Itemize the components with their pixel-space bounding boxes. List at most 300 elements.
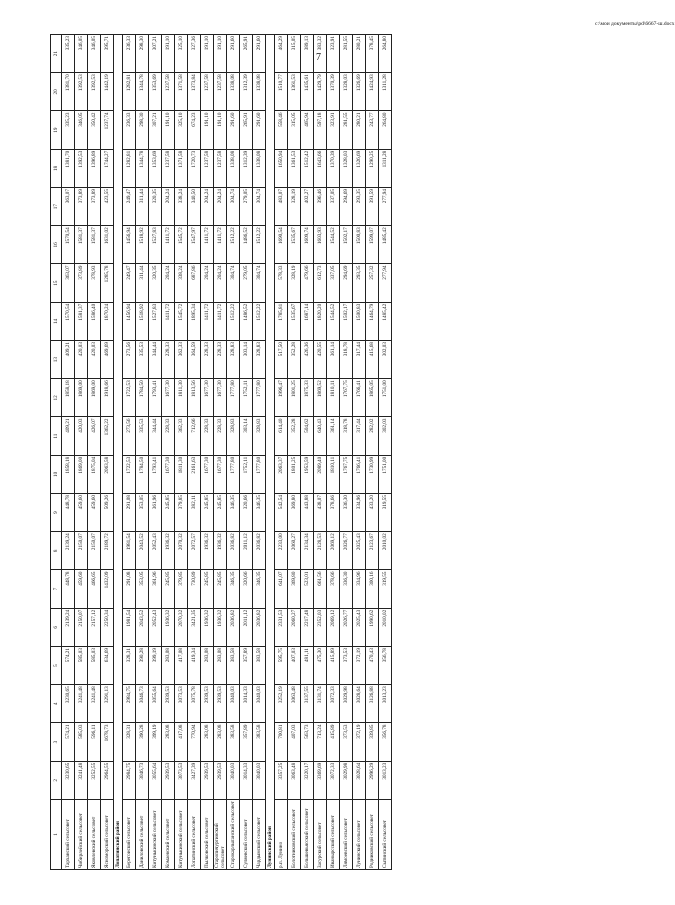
value-cell: 558,46 [275,111,288,149]
value-cell: 1599,07 [366,226,379,264]
value-cell: 1570,54 [62,302,75,340]
value-cell: 356,78 [379,647,392,685]
value-cell: 317,44 [353,417,366,455]
value-cell: 264,80 [379,111,392,149]
value-cell: 346,05 [75,35,88,73]
header-cell: 10 [51,455,62,493]
value-cell: 2939,53 [214,761,227,799]
value-cell: 191,10 [201,35,214,73]
value-cell: 1858,18 [62,379,75,417]
value-cell: 378,93 [88,264,101,302]
value-cell: 3075,78 [188,685,201,723]
value-cell: 1411,72 [214,226,227,264]
value-cell: 2123,67 [366,532,379,570]
value-cell: 2011,12 [240,608,253,646]
value-cell: 2060,27 [288,532,301,570]
value-cell: 1502,17 [340,226,353,264]
value-cell: 574,21 [62,723,75,761]
value-cell: 3252,19 [275,685,288,723]
value-cell: 307,21 [149,111,162,149]
value-cell: 1677,30 [214,455,227,493]
value-cell: 1678,73 [101,723,114,761]
value-cell: 378,66 [327,570,340,608]
header-cell: 6 [51,608,62,646]
value-cell: 334,96 [353,570,366,608]
table-row [353,35,366,870]
value-cell: 300,16 [366,570,379,608]
value-cell: 372,19 [353,723,366,761]
value-cell: 1813,56 [188,379,201,417]
value-cell: 245,85 [201,494,214,532]
value-cell: 481,11 [301,647,314,685]
value-cell: 423,55 [101,188,114,226]
value-cell: 2996,29 [366,761,379,799]
value-cell: 2010,02 [379,532,392,570]
value-cell: 1237,58 [214,149,227,187]
value-cell: 1875,33 [301,379,314,417]
value-cell: 1690,54 [275,226,288,264]
value-cell: 1677,30 [201,379,214,417]
value-cell: 1371,58 [175,149,188,187]
value-cell: 585,03 [75,647,88,685]
value-cell: 320,66 [240,494,253,532]
value-cell: 1767,75 [340,379,353,417]
value-cell: 2052,43 [149,608,162,646]
header-cell: 21 [51,35,62,73]
value-cell: 1326,69 [353,73,366,111]
value-cell: 1312,39 [240,149,253,187]
value-cell: 1687,14 [301,302,314,340]
value-cell: 1744,27 [101,149,114,187]
value-cell: 597,18 [314,111,327,149]
value-cell: 1677,30 [162,379,175,417]
value-cell: 328,19 [288,264,301,302]
value-cell: 2161,63 [188,455,201,493]
value-cell: 280,21 [353,35,366,73]
rotated-page-area [50,21,675,870]
value-cell: 293,35 [353,188,366,226]
value-cell: 291,60 [253,35,266,73]
value-cell: 3013,23 [379,685,392,723]
table-row [275,35,288,870]
settlement-name: Иванырсский сельсовет [327,800,340,870]
table-row [379,35,392,870]
value-cell: 337,05 [327,264,340,302]
table-row [149,35,162,870]
value-cell: 337,05 [327,188,340,226]
value-cell: 1752,11 [240,455,253,493]
header-cell: 2 [51,761,62,799]
value-cell: 298,30 [136,35,149,73]
value-cell: 479,66 [301,264,314,302]
value-cell: 614,40 [275,417,288,455]
value-cell: 1502,17 [340,302,353,340]
value-cell: 298,30 [136,111,149,149]
value-cell: 1442,19 [101,73,114,111]
value-cell: 1936,32 [162,532,175,570]
header-cell: 4 [51,685,62,723]
value-cell: 1381,70 [62,149,75,187]
value-cell: 204,24 [214,264,227,302]
value-cell: 3040,03 [227,685,240,723]
value-cell: 243,77 [366,111,379,149]
value-cell: 1603,93 [314,226,327,264]
value-cell: 1456,94 [123,302,136,340]
value-cell: 325,10 [175,35,188,73]
value-cell: 1936,32 [201,532,214,570]
value-cell: 2060,27 [288,608,301,646]
value-cell: 1326,69 [353,149,366,187]
value-cell: 1777,80 [227,455,240,493]
value-cell: 373,89 [75,264,88,302]
value-cell: 361,96 [149,494,162,532]
value-cell: 466,65 [88,570,101,608]
value-cell: 228,33 [214,417,227,455]
value-cell: 2150,07 [75,532,88,570]
table-row [201,35,214,870]
value-cell: 1338,08 [227,149,240,187]
value-cell: 204,24 [162,264,175,302]
value-cell: 361,14 [327,341,340,379]
value-cell: 1311,28 [379,149,392,187]
value-cell: 1801,25 [288,455,301,493]
value-cell: 470,43 [366,647,379,685]
value-cell: 320,35 [149,264,162,302]
value-cell: 2070,32 [175,532,188,570]
value-cell: 293,35 [353,264,366,302]
value-cell: 634,69 [101,647,114,685]
settlement-name: Большевьясский сельсовет [301,800,314,870]
value-cell: 319,55 [379,494,392,532]
value-cell: 1456,94 [123,226,136,264]
value-cell: 236,33 [123,111,136,149]
value-cell: 1865,05 [366,379,379,417]
value-cell: 1793,41 [149,455,162,493]
value-cell: 595,75 [275,647,288,685]
value-cell: 302,03 [379,341,392,379]
value-cell: 273,56 [123,417,136,455]
value-cell: 1411,72 [214,302,227,340]
value-cell: 328,31 [123,647,136,685]
value-cell: 2233,00 [275,532,288,570]
table-row [188,35,201,870]
value-cell: 3040,03 [253,761,266,799]
value-cell: 1581,37 [88,226,101,264]
value-cell: 426,36 [301,341,314,379]
settlement-name: Чибирлейский сельсовет [75,800,88,870]
value-cell: 311,44 [136,188,149,226]
value-cell: 1362,22 [101,417,114,455]
table-row [301,35,314,870]
value-cell: 1631,02 [101,226,114,264]
value-cell: 1237,58 [201,149,214,187]
value-cell: 228,33 [201,341,214,379]
section-title: Лопатинский район [114,35,123,870]
value-cell: 346,05 [88,35,101,73]
value-cell: 3040,03 [227,761,240,799]
value-cell: 291,60 [227,111,240,149]
value-cell: 1338,08 [253,149,266,187]
value-cell: 1643,66 [314,149,327,187]
value-cell: 362,33 [175,417,188,455]
value-cell: 327,36 [188,35,201,73]
value-cell: 3063,48 [288,761,301,799]
settlement-name: Лунинский сельсовет [353,800,366,870]
value-cell: 1677,30 [201,455,214,493]
value-cell: 2036,82 [253,608,266,646]
value-cell: 281,55 [340,111,353,149]
value-cell: 1312,39 [240,73,253,111]
value-cell: 373,53 [340,723,353,761]
value-cell: 363,07 [62,188,75,226]
value-cell: 281,55 [340,35,353,73]
value-cell: 3220,17 [301,761,314,799]
value-cell: 1766,41 [353,379,366,417]
value-cell: 3055,64 [149,761,162,799]
value-cell: 409,21 [62,417,75,455]
section-title: Лунинский район [266,35,275,870]
value-cell: 1870,24 [101,302,114,340]
value-cell: 191,10 [214,35,227,73]
value-cell: 323,91 [327,35,340,73]
table-row [288,35,301,870]
value-cell: 318,78 [340,417,353,455]
value-cell: 390,28 [136,647,149,685]
settlement-name: Комаевский сельсовет [162,800,175,870]
value-cell: 2070,32 [175,608,188,646]
value-cell: 409,21 [62,341,75,379]
value-cell: 1767,75 [340,455,353,493]
value-cell: 2010,02 [379,608,392,646]
value-cell: 640,43 [314,417,327,455]
value-cell: 419,34 [188,647,201,685]
value-cell: 3230,65 [62,761,75,799]
value-cell: 325,10 [175,111,188,149]
value-cell: 1424,93 [366,73,379,111]
value-cell: 1895,34 [188,302,201,340]
value-cell: 641,07 [275,570,288,608]
value-cell: 2939,53 [201,761,214,799]
value-cell: 369,80 [288,494,301,532]
header-cell: 8 [51,532,62,570]
section-row [266,35,275,870]
value-cell: 2043,52 [136,608,149,646]
value-cell: 1535,67 [288,226,301,264]
header-cell: 17 [51,188,62,226]
value-cell: 2939,53 [201,685,214,723]
value-cell: 382,11 [188,494,201,532]
value-cell: 191,10 [162,111,175,149]
value-cell: 459,60 [75,570,88,608]
value-cell: 399,19 [149,647,162,685]
value-cell: 469,69 [101,341,114,379]
value-cell: 363,07 [62,264,75,302]
value-cell: 3073,53 [175,685,188,723]
value-cell: 346,35 [227,570,240,608]
value-cell: 245,85 [201,570,214,608]
value-cell: 1581,37 [75,226,88,264]
value-cell: 361,96 [149,570,162,608]
value-cell: 335,23 [62,35,75,73]
header-cell: 13 [51,341,62,379]
settlement-name: Яковлевский сельсовет [88,800,101,870]
value-cell: 1411,72 [162,226,175,264]
value-cell: 1353,69 [149,73,162,111]
value-cell: 328,83 [227,341,240,379]
value-cell: 323,91 [327,111,340,149]
value-cell: 279,05 [240,264,253,302]
value-cell: 1953,59 [301,455,314,493]
value-cell: 1486,52 [240,302,253,340]
value-cell: 315,05 [288,111,301,149]
value-cell: 1392,53 [75,73,88,111]
value-cell: 346,35 [253,570,266,608]
value-cell: 264,80 [379,35,392,73]
value-cell: 228,33 [201,417,214,455]
settlement-name: Сытинский сельсовет [379,800,392,870]
value-cell: 1237,58 [214,73,227,111]
value-cell: 2984,75 [123,761,136,799]
value-cell: 3369,69 [314,761,327,799]
value-cell: 361,14 [327,417,340,455]
value-cell: 1990,62 [366,608,379,646]
value-cell: 2217,48 [301,608,314,646]
header-cell: 14 [51,302,62,340]
header-cell: 16 [51,226,62,264]
value-cell: 407,03 [288,723,301,761]
value-cell: 1527,83 [149,302,162,340]
value-cell: 245,85 [214,570,227,608]
value-cell: 228,33 [162,417,175,455]
value-cell: 1810,11 [327,455,340,493]
value-cell: 1677,30 [214,379,227,417]
value-cell: 364,59 [188,341,201,379]
value-cell: 585,03 [88,647,101,685]
settlement-name: Засурский сельсовет [314,800,327,870]
value-cell: 674,23 [188,111,201,149]
value-cell: 1370,39 [327,73,340,111]
value-cell: 2026,77 [340,608,353,646]
value-cell: 465,94 [301,111,314,149]
value-cell: 1432,09 [101,570,114,608]
value-cell: 1338,08 [253,73,266,111]
value-cell: 1344,78 [136,73,149,111]
value-cell: 2139,24 [62,532,75,570]
value-cell: 390,28 [136,723,149,761]
value-cell: 2352,03 [314,608,327,646]
table-row [214,35,227,870]
value-cell: 1512,42 [301,149,314,187]
table-row [75,35,88,870]
table-row [162,35,175,870]
value-cell: 2036,82 [253,532,266,570]
value-cell: 339,85 [366,723,379,761]
header-cell: 5 [51,647,62,685]
value-cell: 328,19 [288,188,301,226]
value-cell: 1485,42 [379,226,392,264]
value-cell: 328,83 [227,417,240,455]
value-cell: 204,24 [214,188,227,226]
value-cell: 1869,52 [314,379,327,417]
value-cell: 475,30 [314,647,327,685]
value-cell: 712,66 [188,417,201,455]
settlement-name: р.п. Лунино [275,800,288,870]
value-cell: 2150,07 [75,608,88,646]
value-cell: 3014,33 [240,685,253,723]
value-cell: 730,89 [188,570,201,608]
value-cell: 283,08 [201,723,214,761]
value-cell: 2089,40 [314,455,327,493]
value-cell: 523,01 [301,570,314,608]
value-cell: 1820,20 [314,302,327,340]
value-cell: 1535,67 [288,302,301,340]
value-cell: 283,08 [214,723,227,761]
header-cell: 3 [51,723,62,761]
value-cell: 277,94 [379,264,392,302]
value-cell: 1282,81 [123,149,136,187]
value-cell: 1777,80 [253,379,266,417]
value-cell: 2984,75 [123,685,136,723]
value-cell: 585,03 [75,723,88,761]
value-cell: 191,10 [162,35,175,73]
value-cell: 1500,83 [353,226,366,264]
value-cell: 273,56 [123,341,136,379]
value-cell: 291,60 [253,111,266,149]
value-cell: 294,69 [340,188,353,226]
value-cell: 459,60 [75,494,88,532]
value-cell: 395,71 [101,35,114,73]
value-cell: 563,73 [301,723,314,761]
value-cell: 713,24 [314,723,327,761]
value-cell: 279,05 [240,188,253,226]
header-cell: 1 [51,800,62,870]
value-cell: 2043,52 [136,532,149,570]
value-cell: 1545,72 [175,302,188,340]
value-cell: 1518,92 [136,302,149,340]
footer-area [50,21,675,35]
value-cell: 3073,53 [175,761,188,799]
value-cell: 1429,79 [314,73,327,111]
value-cell: 1544,52 [327,302,340,340]
value-cell: 245,85 [214,494,227,532]
value-cell: 3427,39 [188,761,201,799]
value-cell: 335,53 [136,341,149,379]
value-cell: 3028,64 [353,761,366,799]
settlement-name: Лопатинский сельсовет [188,800,201,870]
value-cell: 391,59 [366,188,379,226]
value-cell: 2250,34 [101,608,114,646]
value-cell: 3126,88 [366,685,379,723]
value-cell: 509,26 [101,494,114,532]
value-cell: 1545,72 [175,226,188,264]
value-cell: 1650,94 [275,149,288,187]
value-cell: 1936,32 [201,608,214,646]
value-cell: 357,89 [240,723,253,761]
value-cell: 353,05 [136,570,149,608]
value-cell: 1752,11 [240,379,253,417]
value-cell: 383,58 [227,647,240,685]
value-cell: 1875,04 [88,455,101,493]
value-cell: 383,58 [253,647,266,685]
value-cell: 2025,43 [353,608,366,646]
value-cell: 1751,00 [379,379,392,417]
value-cell: 249,47 [123,264,136,302]
value-cell: 1512,22 [227,302,240,340]
value-cell: 1361,53 [288,149,301,187]
value-cell: 307,21 [149,35,162,73]
value-cell: 1570,54 [62,226,75,264]
value-cell: 1392,53 [75,149,88,187]
